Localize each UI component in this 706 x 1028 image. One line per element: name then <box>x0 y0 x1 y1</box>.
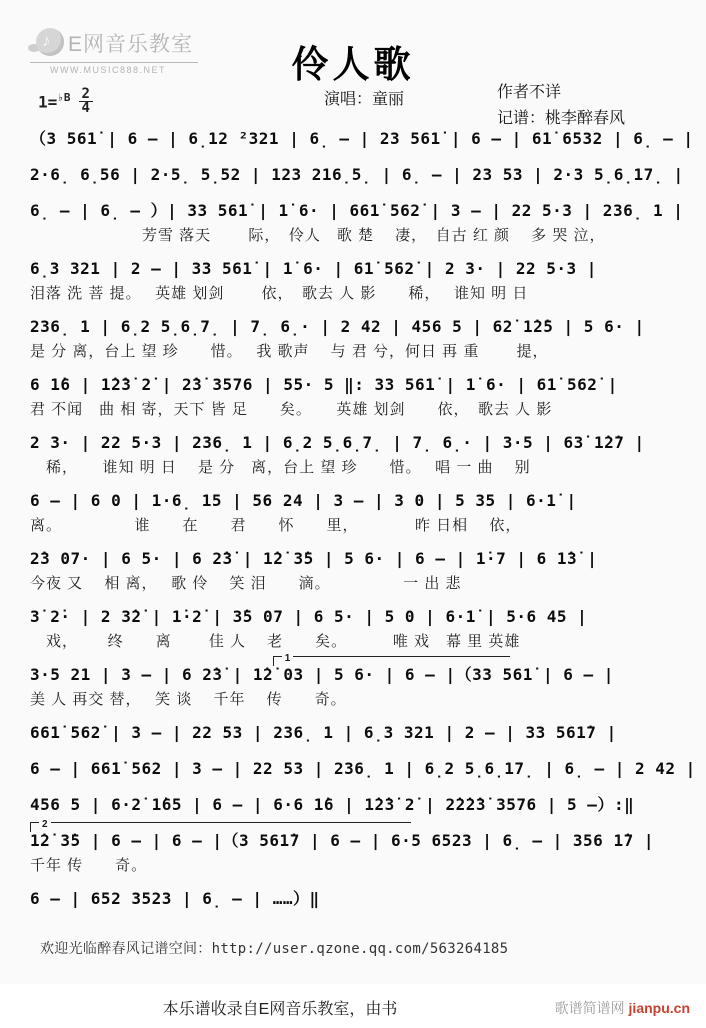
notation-notes: 6 – | 661̇ 562 | 3 – | 22 53 | 236̣ 1 | 6̣2 5̣6̣17̣ | 6̣ – | 2 42 | <box>30 759 696 778</box>
notation-line <box>30 372 686 420</box>
logo-url: WWW.MUSIC888.NET <box>50 65 167 75</box>
notation-notes: 2 3· | 22 5·3 | 236̣ 1 | 6̣2 5̣6̣7̣ | 7̣ 6̣· | 3·5 | 63̇ 1̇2̇7 | <box>30 433 645 452</box>
lyrics-row: 美 人 再交 替， 笑 谈 千年 传 奇。 <box>30 691 347 708</box>
notation-notes: 2̇3 07· | 6 5· | 6 2̇3̇ | 1̇2̇ 3̇5 | 5 6· | 6 – | 1̇·7 | 6 1̇3̇ | <box>30 549 598 568</box>
volta-bracket: 1 <box>273 656 510 666</box>
author-label: 作者不详 <box>497 84 562 101</box>
lyrics-row: 今夜 又 相 离， 歌 伶 笑 泪 滴。 一 出 悲 <box>30 575 462 592</box>
notation-line <box>30 546 686 594</box>
site-link[interactable]: jianpu.cn <box>628 1000 690 1016</box>
credit-text: 本乐谱收录自E网音乐教室，由书 <box>162 1001 398 1018</box>
logo-title: E网音乐教室 <box>68 33 194 56</box>
time-bottom: 4 <box>81 100 90 116</box>
lyrics-row: 是 分 离，台上 望 珍 惜。 我 歌声 与 君 兮，何日 再 重 提， <box>30 343 549 360</box>
page-title: 伶人歌 <box>291 45 415 86</box>
notation-line <box>30 819 686 876</box>
music-note-icon: ♪ <box>28 28 62 58</box>
notation-notes: 1̇2̇ 3̇5 | 6 – | 6 – |（3 561̇7 | 6 – | 6·5 6523 | 6̣ – | 356 1̇7 | <box>30 831 654 850</box>
notation-notes: 236̣ 1 | 6̣2 5̣6̣7̣ | 7̣ 6̣· | 2 42 | 456 5 | 62̇ 1̇2̇5 | 5 6· | <box>30 317 645 336</box>
footer-note: 欢迎光临醉春风记谱空间：http://user.qzone.qq.com/563264185 <box>40 941 509 957</box>
notation-notes: 2·6̣ 6̣56 | 2·5̣ 5̣52 | 123 216̣5̣ | 6̣ – | 23 53 | 2·3 5̣6̣17̣ | <box>30 165 684 184</box>
time-signature <box>79 88 93 115</box>
bottom-bar <box>0 984 706 1028</box>
site-label: 歌谱简谱网 <box>554 1000 625 1016</box>
notation-line <box>30 314 686 362</box>
notation-notes: 3·5 21 | 3 – | 6 2̇3̇ | 1̇2̇ 03 | 5 6· | 6 – |（33 561̇ | 6 – | <box>30 665 614 684</box>
key-signature <box>38 88 93 115</box>
notation-line <box>30 792 686 818</box>
notation-line <box>30 256 686 304</box>
notation-notes: 3̇ 2̇· | 2 3̇2̇ | 1̇·2̇ | 3̇5 07 | 6 5· | 5 0 | 6·1̇ | 5·6 45 | <box>30 607 588 626</box>
time-top: 2 <box>79 88 93 102</box>
notation-line <box>30 162 686 188</box>
lyrics-row: 戏， 终 离 佳 人 老 矣。 唯 戏 幕 里 英雄 <box>30 633 521 650</box>
notation-notes: 6 – | 652 3523 | 6̣ – | ……）‖ <box>30 889 320 908</box>
notation-line <box>30 488 686 536</box>
lyrics-row: 君 不闻 曲 相 寄，天下 皆 足 矣。 英雄 划剑 依， 歌去 人 影 <box>30 401 553 418</box>
notation-line <box>30 198 686 246</box>
notation-notes: 6 – | 6 0 | 1·6̣ 15 | 56 24 | 3 – | 3 0 | 5 35 | 6·1̇ | <box>30 491 577 510</box>
score-lines <box>30 126 696 922</box>
notation-line <box>30 653 686 710</box>
lyrics-row: 千年 传 奇。 <box>30 857 148 874</box>
notation-notes: （3 561̇ | 6 – | 6̣12 ²321 | 6̣ – | 23 561̇ | 6 – | 61̇ 6532 | 6̣ – | <box>30 129 694 148</box>
site-credit <box>555 998 690 1018</box>
lyrics-row: 芳雪 落天 际， 伶人 歌 楚 凄， 自古 红 颜 多 哭 泣， <box>30 227 606 244</box>
performer-label: 演唱：童丽 <box>324 91 405 108</box>
notation-notes: 661̇ 562̇ | 3 – | 22 53 | 236̣ 1 | 6̣3 321 | 2 – | 33 561̇7 | <box>30 723 617 742</box>
volta-bracket: 2 <box>30 822 411 832</box>
credits <box>497 80 625 132</box>
key-note: ♭B <box>57 91 71 105</box>
key-label: 1= <box>38 92 58 112</box>
notation-notes: 6̣ – | 6̣ – ）| 33 561̇ | 1̇ 6· | 661̇ 562̇ | 3 – | 22 5·3 | 236̣ 1 | <box>30 201 684 220</box>
notation-line <box>30 720 686 746</box>
notation-notes: 6 1̇6 | 1̇2̇3̇ 2̇ | 2̇3̇ 3576 | 55· 5 ‖: 33 561̇ | 1̇ 6· | 61̇ 562̇ | <box>30 375 618 394</box>
notation-notes: 456 5 | 6·2̇ 1̇65 | 6 – | 6·6 1̇6 | 1̇2̇3̇ 2̇ | 2̇2̇2̇3̇ 3576 | 5 –）:‖ <box>30 795 635 814</box>
lyrics-row: 泪落 洗 菩 提。 英雄 划剑 依， 歌去 人 影 稀， 谁知 明 日 <box>30 285 529 302</box>
notation-line <box>30 756 696 782</box>
notation-line <box>30 604 686 652</box>
notation-line <box>30 126 694 152</box>
lyrics-row: 稀， 谁知 明 日 是 分 离，台上 望 珍 惜。 唱 一 曲 别 <box>30 459 531 476</box>
lyrics-row: 离。 谁 在 君 怀 里， 昨 日相 依， <box>30 517 522 534</box>
notation-line <box>30 430 686 478</box>
notation-line <box>30 886 686 912</box>
notator-label: 记谱：桃李醉春风 <box>497 110 626 127</box>
notation-notes: 6̣3 321 | 2 – | 33 561̇ | 1̇ 6· | 61̇ 562̇ | 2 3· | 22 5·3 | <box>30 259 597 278</box>
